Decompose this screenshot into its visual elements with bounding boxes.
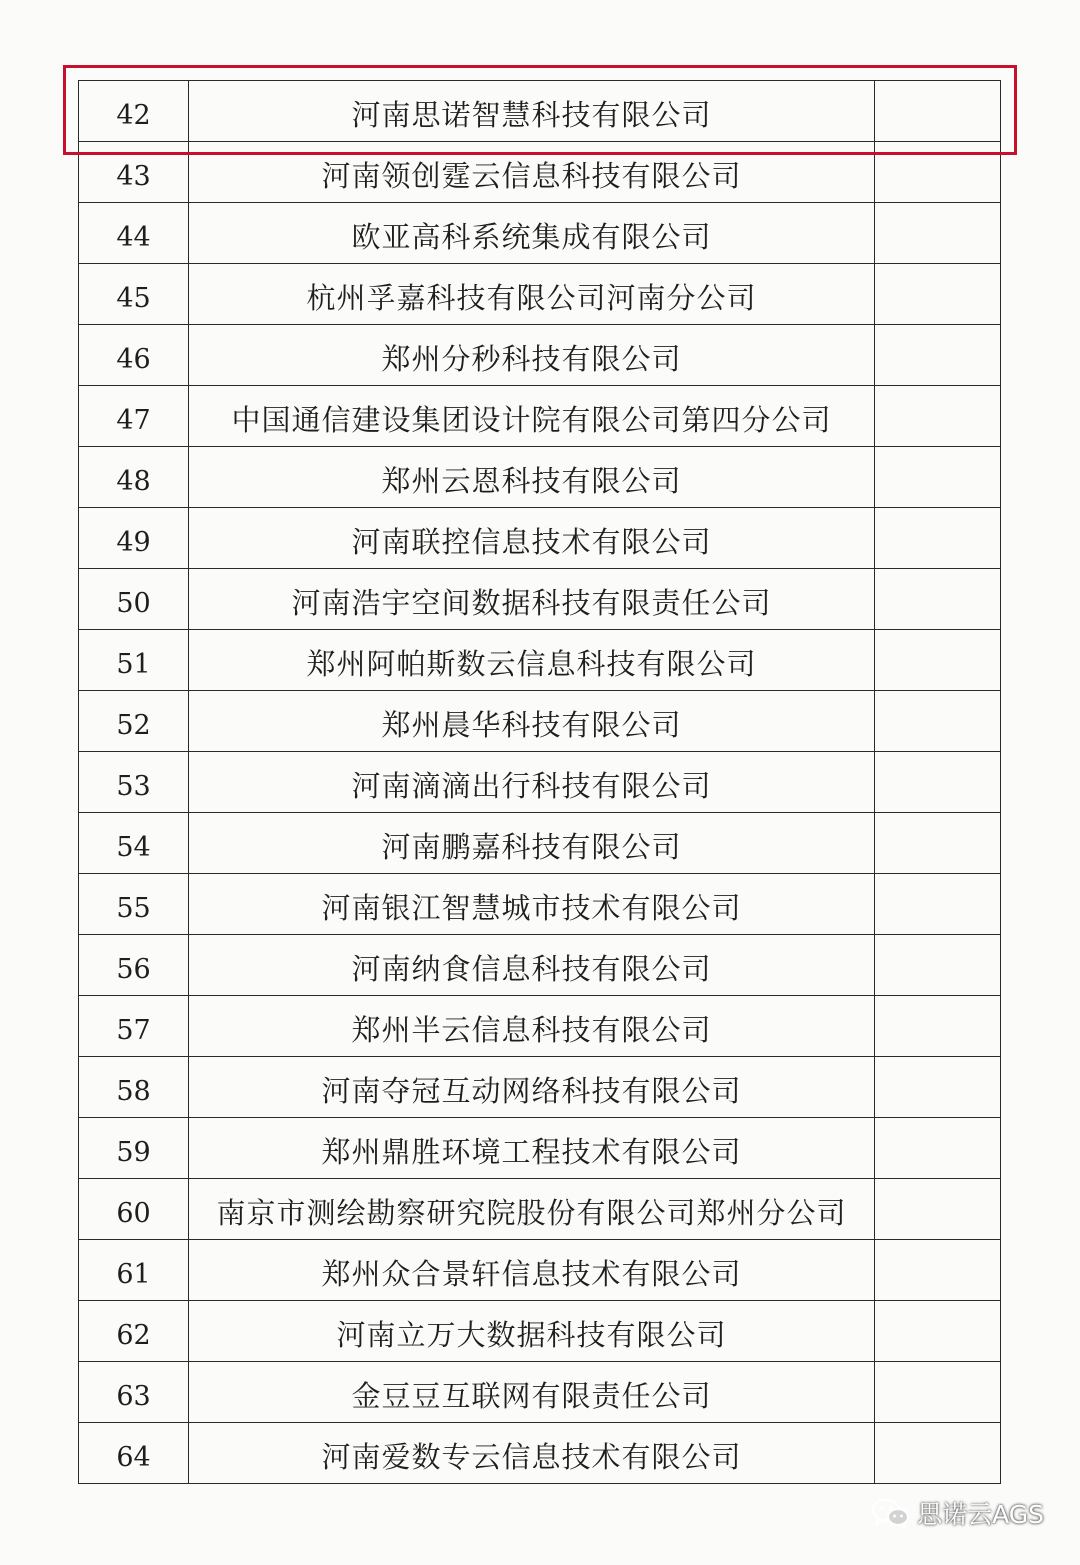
table-row — [79, 996, 1001, 1057]
company-name: 郑州众合景轩信息技术有限公司 — [189, 1240, 875, 1301]
row-number: 45 — [79, 264, 189, 325]
row-number: 63 — [79, 1362, 189, 1423]
row-number: 64 — [79, 1423, 189, 1484]
table-row — [79, 325, 1001, 386]
row-number: 52 — [79, 691, 189, 752]
row-number: 58 — [79, 1057, 189, 1118]
company-name: 中国通信建设集团设计院有限公司第四分公司 — [189, 386, 875, 447]
table-row — [79, 81, 1001, 142]
note-cell — [875, 386, 1001, 447]
note-cell — [875, 1057, 1001, 1118]
row-number: 44 — [79, 203, 189, 264]
table-row — [79, 447, 1001, 508]
table-row — [79, 813, 1001, 874]
note-cell — [875, 447, 1001, 508]
note-cell — [875, 996, 1001, 1057]
row-number: 48 — [79, 447, 189, 508]
wechat-icon — [871, 1497, 911, 1529]
note-cell — [875, 1362, 1001, 1423]
note-cell — [875, 203, 1001, 264]
company-name: 河南鹏嘉科技有限公司 — [189, 813, 875, 874]
company-name: 河南浩宇空间数据科技有限责任公司 — [189, 569, 875, 630]
row-number: 57 — [79, 996, 189, 1057]
table-row — [79, 1057, 1001, 1118]
company-name: 欧亚高科系统集成有限公司 — [189, 203, 875, 264]
table-row — [79, 874, 1001, 935]
row-number: 60 — [79, 1179, 189, 1240]
row-number: 47 — [79, 386, 189, 447]
note-cell — [875, 935, 1001, 996]
note-cell — [875, 813, 1001, 874]
row-number: 51 — [79, 630, 189, 691]
table-body — [79, 81, 1001, 1484]
table-row — [79, 691, 1001, 752]
row-number: 43 — [79, 142, 189, 203]
table-row — [79, 508, 1001, 569]
company-name: 河南夺冠互动网络科技有限公司 — [189, 1057, 875, 1118]
note-cell — [875, 874, 1001, 935]
note-cell — [875, 81, 1001, 142]
row-number: 42 — [79, 81, 189, 142]
note-cell — [875, 142, 1001, 203]
company-name: 郑州鼎胜环境工程技术有限公司 — [189, 1118, 875, 1179]
watermark — [871, 1495, 1044, 1531]
company-name: 河南联控信息技术有限公司 — [189, 508, 875, 569]
note-cell — [875, 508, 1001, 569]
note-cell — [875, 691, 1001, 752]
company-name: 河南滴滴出行科技有限公司 — [189, 752, 875, 813]
note-cell — [875, 1301, 1001, 1362]
note-cell — [875, 752, 1001, 813]
table-row — [79, 1301, 1001, 1362]
company-name: 河南立万大数据科技有限公司 — [189, 1301, 875, 1362]
note-cell — [875, 325, 1001, 386]
company-name: 杭州孚嘉科技有限公司河南分公司 — [189, 264, 875, 325]
company-name: 南京市测绘勘察研究院股份有限公司郑州分公司 — [189, 1179, 875, 1240]
row-number: 56 — [79, 935, 189, 996]
note-cell — [875, 569, 1001, 630]
row-number: 61 — [79, 1240, 189, 1301]
row-number: 50 — [79, 569, 189, 630]
table-row — [79, 1423, 1001, 1484]
company-name: 河南思诺智慧科技有限公司 — [189, 81, 875, 142]
note-cell — [875, 1179, 1001, 1240]
note-cell — [875, 1423, 1001, 1484]
note-cell — [875, 630, 1001, 691]
watermark-text: 思诺云AGS — [917, 1500, 1044, 1529]
table-row — [79, 264, 1001, 325]
row-number: 46 — [79, 325, 189, 386]
table-row — [79, 569, 1001, 630]
table-row — [79, 1179, 1001, 1240]
row-number: 49 — [79, 508, 189, 569]
table-row — [79, 1362, 1001, 1423]
note-cell — [875, 1118, 1001, 1179]
table-row — [79, 203, 1001, 264]
company-table — [78, 80, 1001, 1484]
company-name: 河南银江智慧城市技术有限公司 — [189, 874, 875, 935]
row-number: 55 — [79, 874, 189, 935]
company-name: 郑州云恩科技有限公司 — [189, 447, 875, 508]
note-cell — [875, 1240, 1001, 1301]
company-name: 河南爱数专云信息技术有限公司 — [189, 1423, 875, 1484]
table-row — [79, 142, 1001, 203]
note-cell — [875, 264, 1001, 325]
table-row — [79, 752, 1001, 813]
row-number: 54 — [79, 813, 189, 874]
row-number: 62 — [79, 1301, 189, 1362]
row-number: 59 — [79, 1118, 189, 1179]
table-row — [79, 935, 1001, 996]
company-name: 郑州晨华科技有限公司 — [189, 691, 875, 752]
table-row — [79, 386, 1001, 447]
company-name: 郑州半云信息科技有限公司 — [189, 996, 875, 1057]
company-name: 河南纳食信息科技有限公司 — [189, 935, 875, 996]
company-name: 河南领创霆云信息科技有限公司 — [189, 142, 875, 203]
table-row — [79, 1118, 1001, 1179]
company-name: 郑州分秒科技有限公司 — [189, 325, 875, 386]
company-name: 郑州阿帕斯数云信息科技有限公司 — [189, 630, 875, 691]
table-row — [79, 1240, 1001, 1301]
company-name: 金豆豆互联网有限责任公司 — [189, 1362, 875, 1423]
table-row — [79, 630, 1001, 691]
row-number: 53 — [79, 752, 189, 813]
